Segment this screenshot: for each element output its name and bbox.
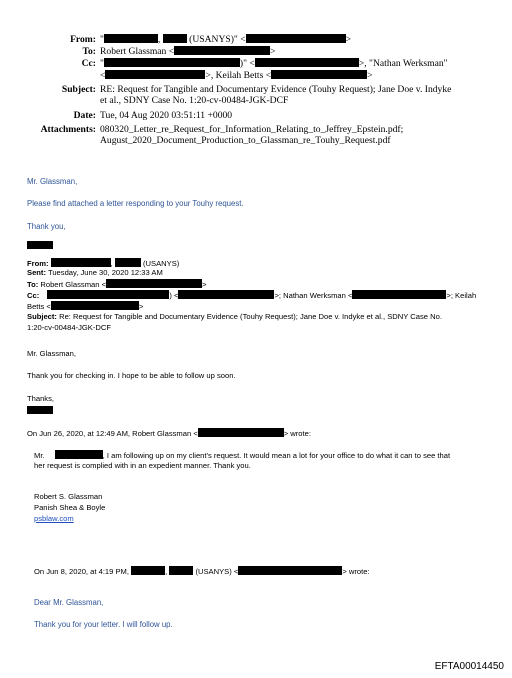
redaction <box>131 566 165 575</box>
redaction <box>255 58 359 67</box>
redaction <box>115 258 141 267</box>
header-from-row: From: " , (USANYS)" < > <box>0 34 512 46</box>
reply-body: Please find attached a letter responding to your Touhy request. <box>27 199 244 208</box>
msg2-from-value: (USANYS) <box>143 259 180 268</box>
msg3-body-start: Mr. <box>34 451 45 460</box>
redaction <box>27 406 53 414</box>
bates-number: EFTA00014450 <box>434 661 504 672</box>
redaction <box>104 58 240 67</box>
msg3-body-line-1: , I am following up on my client's request. It would mean a lot for your office to do what it can to see that <box>102 451 451 460</box>
msg2-sent-value: Tuesday, June 30, 2020 12:33 AM <box>47 268 163 277</box>
header-attachments-row <box>0 124 512 148</box>
attachment-1[interactable]: 080320_Letter_re_Request_for_Information_Relating_to_Jeffrey_Epstein.pdf; <box>100 124 404 135</box>
header-date-row <box>0 110 512 122</box>
redaction <box>178 290 274 299</box>
msg3-intro: On Jun 26, 2020, at 12:49 AM, Robert Glassman < <box>27 429 198 438</box>
msg2-to-label: To: <box>27 280 39 289</box>
subject-line-2: et al., SDNY Case No. 1:20-cv-00484-JGK-DCF <box>100 95 289 106</box>
msg3-body-line-2: her request is complied with in an expedient manner. Thank you. <box>34 461 251 470</box>
signature-link[interactable]: psblaw.com <box>34 514 74 523</box>
redaction <box>163 34 187 43</box>
msg2-to-value: Robert Glassman < <box>40 280 107 289</box>
date-label: Date: <box>73 110 96 121</box>
redaction <box>55 450 103 459</box>
header-subject-row <box>0 84 512 108</box>
redaction <box>352 290 446 299</box>
attachment-2[interactable]: August_2020_Document_Production_to_Glassman_re_Touhy_Request.pdf <box>100 135 391 146</box>
redaction <box>47 290 169 299</box>
redaction <box>106 279 202 288</box>
msg2-signoff: Thanks, <box>27 394 55 403</box>
header-cc-row-2: < >, Keilah Betts < > <box>100 70 373 81</box>
redaction <box>246 34 346 43</box>
from-label: From: <box>70 34 96 45</box>
redaction <box>169 566 193 575</box>
header-cc-row: Cc: " )" < >, "Nathan Werksman" <box>0 58 512 70</box>
msg2-greeting: Mr. Glassman, <box>27 349 76 358</box>
redaction <box>174 46 270 55</box>
cc-value: >, "Nathan Werksman" <box>358 58 448 69</box>
msg4-intro: On Jun 8, 2020, at 4:19 PM, <box>34 567 129 576</box>
msg4-greeting: Dear Mr. Glassman, <box>34 598 104 607</box>
to-value: Robert Glassman < <box>100 46 175 57</box>
msg2-body: Thank you for checking in. I hope to be able to follow up soon. <box>27 371 236 380</box>
msg2-subject-label: Subject: <box>27 312 57 321</box>
from-value: (USANYS)" < <box>189 34 246 45</box>
date-value: Tue, 04 Aug 2020 03:51:11 +0000 <box>100 110 233 121</box>
msg2-cc-label: Cc: <box>27 291 40 300</box>
msg2-from-label: From: <box>27 259 49 268</box>
redaction <box>238 566 342 575</box>
redaction <box>271 70 367 79</box>
attachments-label: Attachments: <box>40 124 96 135</box>
msg4-body: Thank you for your letter. I will follow up. <box>34 620 173 629</box>
redaction <box>51 258 111 267</box>
redaction <box>104 34 158 43</box>
header-to-row: To: Robert Glassman < > <box>0 46 512 58</box>
reply-greeting: Mr. Glassman, <box>27 177 78 186</box>
subject-label: Subject: <box>61 84 96 95</box>
redaction <box>105 70 205 79</box>
subject-line-1: RE: Request for Tangible and Documentary Evidence (Touhy Request); Jane Doe v. Indyke <box>100 84 452 95</box>
reply-signoff: Thank you, <box>27 222 66 231</box>
redaction <box>51 301 139 310</box>
msg2-subject-line-1: Re: Request for Tangible and Documentary Evidence (Touhy Request); Jane Doe v. Indyke et al., SDNY Case No. <box>59 312 442 321</box>
msg3-signature-firm: Panish Shea & Boyle <box>34 503 106 512</box>
msg2-cc-value: >; Nathan Werksman < <box>274 291 353 300</box>
msg2-sent-label: Sent: <box>27 268 46 277</box>
cc-label: Cc: <box>81 58 96 69</box>
to-label: To: <box>82 46 96 57</box>
redaction <box>27 241 53 249</box>
msg2-subject-line-2: 1:20-cv-00484-JGK-DCF <box>27 323 111 332</box>
msg3-signature-name: Robert S. Glassman <box>34 492 103 501</box>
msg2-cc-line-2: Betts < <box>27 302 51 311</box>
redaction <box>198 428 284 437</box>
